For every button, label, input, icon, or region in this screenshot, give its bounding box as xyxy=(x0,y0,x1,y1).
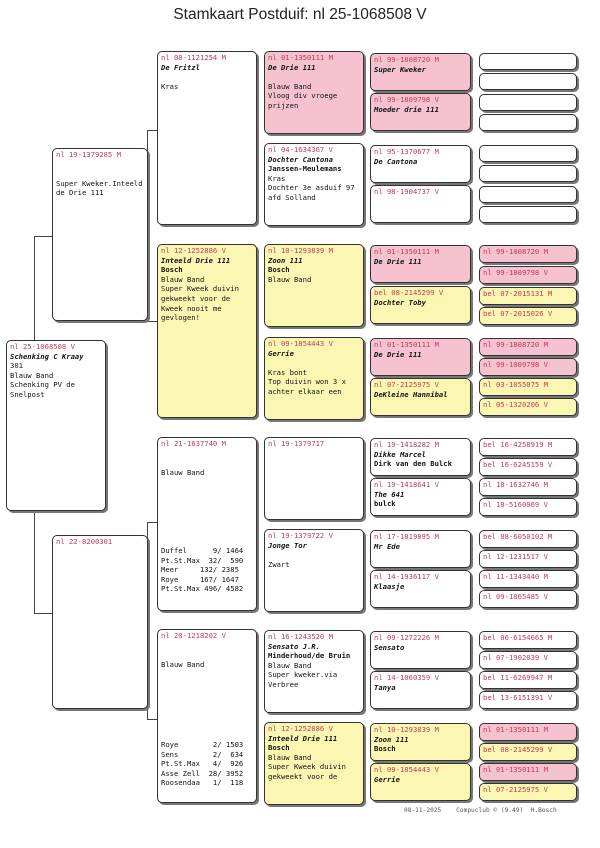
pedigree-card-gen4[interactable] xyxy=(370,570,471,608)
pedigree-card-gen2[interactable] xyxy=(157,244,257,418)
info-line: Kweek nooit me xyxy=(161,303,222,313)
pedigree-card-gen2[interactable] xyxy=(157,629,257,803)
info-line: Blauw Band xyxy=(10,370,54,380)
info-line: Zwart xyxy=(268,559,290,569)
pedigree-card-gen3[interactable] xyxy=(264,51,364,134)
info-line xyxy=(268,72,360,82)
info-line: Super kweker.via xyxy=(268,670,338,680)
pedigree-card-gen5[interactable] xyxy=(479,378,577,396)
pedigree-card-gen4[interactable] xyxy=(370,93,471,131)
ring-number: nl 11-1343440 M xyxy=(483,572,548,581)
ring-number: nl 16-1243520 M xyxy=(268,632,333,641)
ring-number: bel 07-2015026 V xyxy=(483,309,553,318)
ring-number: nl 10-1293839 M xyxy=(268,246,333,255)
pedigree-card-gen5[interactable] xyxy=(479,307,577,325)
info-line: Kras xyxy=(161,81,179,91)
pedigree-card-gen5[interactable] xyxy=(479,458,577,476)
pigeon-name: De Drie 111 xyxy=(374,256,422,266)
info-line xyxy=(268,550,360,560)
breeder-name: Bosch xyxy=(161,265,183,275)
pigeon-name: Schenking C Kraay xyxy=(10,351,84,361)
pedigree-card-gen2[interactable] xyxy=(157,51,257,225)
ring-number: nl 12-1231517 V xyxy=(483,552,548,561)
ring-number: nl 09-1272226 M xyxy=(374,633,439,642)
pedigree-card-gen5[interactable] xyxy=(479,186,577,203)
ring-number: nl 10-1293839 M xyxy=(374,725,439,734)
info-line: 301 xyxy=(10,361,23,371)
ring-number: nl 18-5160069 V xyxy=(483,500,548,509)
ring-number: nl 07-1902039 V xyxy=(483,653,548,662)
info-line: Vloog div vroege xyxy=(268,91,338,101)
pedigree-card-gen5[interactable] xyxy=(479,478,577,496)
info-line: afd Solland xyxy=(268,192,316,202)
ring-number: bel 07-2015131 M xyxy=(483,289,553,298)
pedigree-card-gen5[interactable] xyxy=(479,398,577,416)
info-line: de Drie 111 xyxy=(56,188,104,198)
pigeon-name: De Drie 111 xyxy=(374,349,422,359)
pedigree-card-gen4[interactable] xyxy=(370,530,471,568)
pedigree-card-gen5[interactable] xyxy=(479,165,577,182)
pedigree-card-gen4[interactable] xyxy=(370,338,471,376)
info-line xyxy=(56,169,144,179)
race-result: Roosendaa 1/ 118 xyxy=(161,778,244,788)
ring-number: nl 22-8200301 xyxy=(56,537,113,546)
ring-number: bel 08-2145299 V xyxy=(483,745,553,754)
pedigree-card-gen5[interactable] xyxy=(479,723,577,741)
ring-number: nl 99-1809798 V xyxy=(483,360,548,369)
page-title: Stamkaart Postduif: nl 25-1068508 V xyxy=(173,6,427,23)
pedigree-card-gen5[interactable] xyxy=(479,570,577,588)
pedigree-card-gen5[interactable] xyxy=(479,743,577,761)
pedigree-card-gen3[interactable] xyxy=(264,244,364,327)
ring-number: nl 07-2125975 V xyxy=(374,380,439,389)
pigeon-name: DeKleine Hannibal xyxy=(374,389,448,399)
pigeon-name: Jonge Tor xyxy=(268,540,307,550)
info-line: achter elkaar een xyxy=(268,386,342,396)
ring-number: nl 01-1350111 M xyxy=(374,247,439,256)
info-line: Blauw Band xyxy=(161,274,205,284)
ring-number: nl 99-1808720 M xyxy=(483,340,548,349)
pedigree-card-gen4[interactable] xyxy=(370,631,471,669)
pedigree-card-gen5[interactable] xyxy=(479,358,577,376)
pedigree-card-gen5[interactable] xyxy=(479,783,577,801)
ring-number: nl 99-1809798 V xyxy=(483,268,548,277)
pedigree-card-gen4[interactable] xyxy=(370,185,471,223)
ring-number: nl 12-1252886 V xyxy=(161,246,226,255)
pigeon-name: Super Kweker xyxy=(374,64,426,74)
ring-number: nl 19-1418282 M xyxy=(374,440,439,449)
info-line xyxy=(161,72,253,82)
pedigree-card-gen5[interactable] xyxy=(479,266,577,284)
pedigree-card-gen4[interactable] xyxy=(370,478,471,516)
breeder-name: Bosch xyxy=(268,265,290,275)
info-line: Blauw Band xyxy=(161,467,205,477)
pedigree-card-gen4[interactable] xyxy=(370,145,471,183)
pedigree-card-gen5[interactable] xyxy=(479,671,577,689)
pedigree-card-gen4[interactable] xyxy=(370,671,471,709)
pedigree-card-gen5[interactable] xyxy=(479,438,577,456)
info-line: Blauw Band xyxy=(268,752,312,762)
pigeon-name: Sensato J.R. xyxy=(268,641,320,651)
pigeon-name: Mr Ede xyxy=(374,541,400,551)
race-result: Duffel 9/ 1464 xyxy=(161,546,244,555)
ring-number: nl 01-1350111 M xyxy=(483,765,548,774)
breeder-name: Bosch xyxy=(268,743,290,753)
info-line: gekweekt voor de xyxy=(268,771,338,781)
ring-number: nl 09-1854443 V xyxy=(374,765,439,774)
pedigree-card-gen3[interactable] xyxy=(264,143,364,226)
pigeon-name: Gerrie xyxy=(374,774,400,784)
page-footer: 08-11-2025 Compuclub © (9.49) H.Bosch xyxy=(404,807,557,814)
ring-number: bel 16-4258919 M xyxy=(483,440,553,449)
ring-number: nl 99-1809798 V xyxy=(374,95,439,104)
ring-number: nl 17-1819895 M xyxy=(374,532,439,541)
pigeon-name: De Fritzl xyxy=(161,62,200,72)
pedigree-card-gen2[interactable] xyxy=(157,437,257,611)
info-line: Super Kweek duivin xyxy=(161,284,239,294)
pedigree-card-gen4[interactable] xyxy=(370,53,471,91)
info-line xyxy=(161,650,253,660)
pedigree-card-gen4[interactable] xyxy=(370,378,471,416)
info-line xyxy=(56,160,144,170)
ring-number: bel 08-2145299 V xyxy=(374,288,444,297)
pedigree-card-gen5[interactable] xyxy=(479,94,577,111)
pigeon-name: Dochter Toby xyxy=(374,297,426,307)
ring-number: nl 19-1379722 V xyxy=(268,531,333,540)
ring-number: nl 03-1055075 M xyxy=(483,380,548,389)
pedigree-card-gen5[interactable] xyxy=(479,691,577,709)
info-line: Schenking PV de xyxy=(10,380,75,390)
ring-number: nl 09-1854443 V xyxy=(268,339,333,348)
ring-number: nl 12-1252886 V xyxy=(268,724,333,733)
pedigree-card-gen3[interactable] xyxy=(264,337,364,420)
ring-number: bel 16-6245159 V xyxy=(483,460,553,469)
info-line: Blauw Band xyxy=(161,659,205,669)
ring-number: bel 13-6151391 V xyxy=(483,693,553,702)
race-result: Roye 167/ 1647 xyxy=(161,574,239,584)
pedigree-card-gen5[interactable] xyxy=(479,530,577,548)
info-line: Super Kweek duivin xyxy=(268,762,346,772)
ring-number: bel 08-6050102 M xyxy=(483,532,553,541)
ring-number: nl 20-1218202 V xyxy=(161,631,226,640)
ring-number: nl 95-1370677 M xyxy=(374,147,439,156)
info-line xyxy=(161,449,253,459)
pedigree-card-gen4[interactable] xyxy=(370,245,471,283)
ring-number: nl 01-1350111 M xyxy=(483,725,548,734)
pedigree-card-subject[interactable] xyxy=(6,340,106,511)
pigeon-name: Dochter Cantona xyxy=(268,154,333,164)
pedigree-card-gen3[interactable] xyxy=(264,529,364,612)
pigeon-name: Sensato xyxy=(374,642,405,652)
breeder-name: Janssen-Meulemans xyxy=(268,164,342,174)
info-line: prijzen xyxy=(268,100,299,110)
pedigree-card-gen3[interactable] xyxy=(264,630,364,713)
race-result: Pt.St.Max 32/ 590 xyxy=(161,555,244,565)
pedigree-card-gen5[interactable] xyxy=(479,53,577,70)
info-line: Kras xyxy=(268,173,286,183)
pedigree-card-gen5[interactable] xyxy=(479,550,577,568)
ring-number: nl 09-1865485 V xyxy=(483,592,548,601)
ring-number: nl 21-1637740 M xyxy=(161,439,226,448)
breeder-name: Dirk van den Bulck xyxy=(374,459,452,469)
pedigree-card-gen5[interactable] xyxy=(479,114,577,131)
breeder-name: Minderhoud/de Bruin xyxy=(268,651,351,661)
ring-number: nl 99-1808720 M xyxy=(374,55,439,64)
pedigree-card-gen3[interactable] xyxy=(264,437,364,520)
ring-number: nl 19-1379285 M xyxy=(56,150,121,159)
info-line: Super Kweker.Inteeld xyxy=(56,178,143,188)
pigeon-name: Klaasje xyxy=(374,581,405,591)
pedigree-card-gen5[interactable] xyxy=(479,338,577,356)
pigeon-name: Inteeld Drie 111 xyxy=(268,733,338,743)
race-result: Roye 2/ 1503 xyxy=(161,740,244,749)
pedigree-card-gen5[interactable] xyxy=(479,73,577,90)
ring-number: nl 01-1350111 M xyxy=(268,53,333,62)
info-line: Blauw Band xyxy=(268,660,312,670)
pigeon-name: De Cantona xyxy=(374,156,418,166)
pedigree-card-gen5[interactable] xyxy=(479,763,577,781)
pigeon-name: Zoon 111 xyxy=(374,734,409,744)
info-line: gevlogen! xyxy=(161,313,200,323)
ring-number: nl 05-1320206 V xyxy=(483,400,548,409)
info-line xyxy=(268,358,360,368)
info-line: Dochter 3e asduif 97 xyxy=(268,183,355,193)
pigeon-name: De Drie 111 xyxy=(268,62,316,72)
pedigree-card-gen5[interactable] xyxy=(479,287,577,305)
ring-number: nl 25-1068508 V xyxy=(10,342,75,351)
pedigree-card-gen4[interactable] xyxy=(370,286,471,324)
ring-number: nl 18-1632746 M xyxy=(483,480,548,489)
pigeon-name: Moeder drie 111 xyxy=(374,104,439,114)
info-line xyxy=(161,641,253,651)
pigeon-name: Zoon 111 xyxy=(268,255,303,265)
pedigree-card-gen5[interactable] xyxy=(479,498,577,516)
pigeon-name: Tanya xyxy=(374,682,396,692)
pedigree-card-father[interactable] xyxy=(52,148,148,321)
info-line: Kras bont xyxy=(268,367,307,377)
pigeon-name: Dikke Marcel xyxy=(374,449,426,459)
pigeon-name: Inteeld Drie 111 xyxy=(161,255,231,265)
race-results xyxy=(161,740,243,788)
ring-number: nl 14-1060359 V xyxy=(374,673,439,682)
info-line xyxy=(161,458,253,468)
pigeon-name: The 641 xyxy=(374,489,405,499)
ring-number: nl 19-1418641 V xyxy=(374,480,439,489)
info-line: Blauw Band xyxy=(268,274,312,284)
info-line: gekweekt voor de xyxy=(161,293,231,303)
pedigree-card-gen5[interactable] xyxy=(479,145,577,162)
pedigree-card-gen5[interactable] xyxy=(479,631,577,649)
breeder-name: bulck xyxy=(374,499,396,509)
race-result: Asse Zell 28/ 3952 xyxy=(161,768,244,778)
ring-number: nl 19-1379717 xyxy=(268,439,325,448)
ring-number: nl 14-1936117 V xyxy=(374,572,439,581)
pedigree-card-gen3[interactable] xyxy=(264,722,364,805)
ring-number: nl 04-1634367 V xyxy=(268,145,333,154)
pedigree-card-gen5[interactable] xyxy=(479,245,577,263)
info-line: Blauw Band xyxy=(268,81,312,91)
pedigree-card-gen4[interactable] xyxy=(370,763,471,801)
pedigree-card-gen4[interactable] xyxy=(370,438,471,476)
ring-number: nl 07-2125975 V xyxy=(483,785,548,794)
ring-number: nl 98-1904737 V xyxy=(374,187,439,196)
ring-number: bel 11-6269947 M xyxy=(483,673,553,682)
race-result: Meer 132/ 2385 xyxy=(161,565,239,575)
info-line: Snelpost xyxy=(10,389,45,399)
breeder-name: Bosch xyxy=(374,744,396,754)
pedigree-card-mother[interactable] xyxy=(52,535,148,709)
ring-number: nl 08-1121254 M xyxy=(161,53,226,62)
info-line: Top duivin won 3 x xyxy=(268,377,346,387)
ring-number: nl 01-1350111 M xyxy=(374,340,439,349)
race-result: Sens 2/ 634 xyxy=(161,749,244,759)
race-result: Pt.St.Max 4/ 926 xyxy=(161,759,244,769)
pedigree-card-gen5[interactable] xyxy=(479,206,577,223)
pedigree-card-gen4[interactable] xyxy=(370,723,471,761)
pigeon-name: Gerrie xyxy=(268,348,294,358)
pedigree-card-gen5[interactable] xyxy=(479,590,577,608)
ring-number: bel 06-6154665 M xyxy=(483,633,553,642)
race-results xyxy=(161,546,243,594)
race-result: Pt.St.Max 496/ 4582 xyxy=(161,584,244,594)
ring-number: nl 99-1808720 M xyxy=(483,247,548,256)
info-line: Verbree xyxy=(268,679,299,689)
pedigree-card-gen5[interactable] xyxy=(479,651,577,669)
